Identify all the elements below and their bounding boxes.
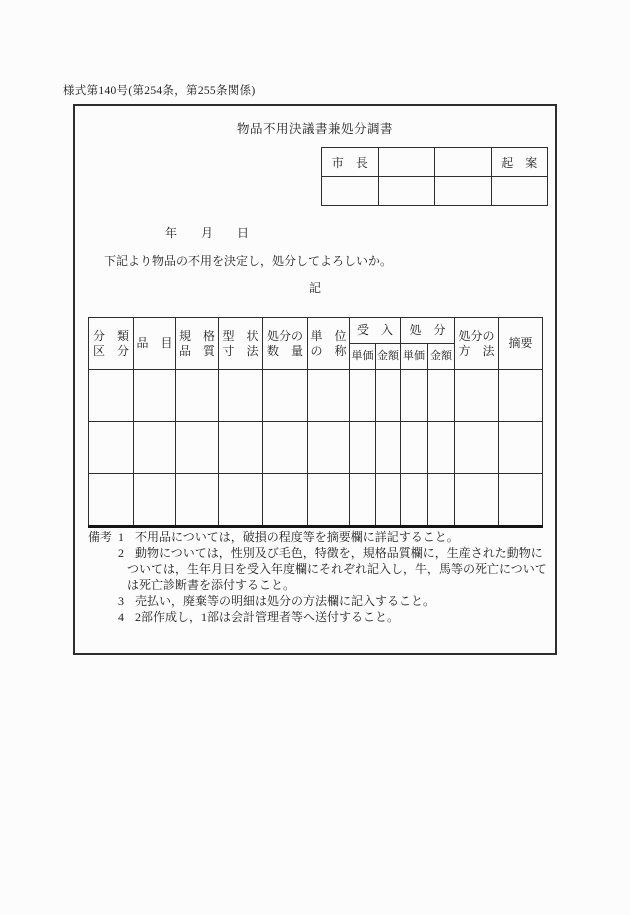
table-cell [455,370,499,422]
approval-seal-cell [322,177,379,206]
remarks-section [88,529,556,625]
col-header-disposal-qty: 処分の 数 量 [263,318,308,370]
table-cell [455,474,499,527]
col-header-shape-size: 型 状 寸 法 [219,318,263,370]
items-table [88,317,543,528]
table-cell [176,370,219,422]
table-cell [499,474,543,527]
form-title: 物品不用決議書兼処分調書 [236,122,393,136]
col-header-disposal-amount: 金額 [428,344,455,370]
table-cell [263,370,308,422]
remark-number: 1 [118,530,124,544]
col-header-item: 品 目 [134,318,176,370]
remarks-label: 備考 [88,530,113,544]
approval-cell-draft: 起 案 [491,148,548,177]
form-border-box [73,104,557,655]
table-cell [89,422,134,474]
remark-text: 不用品については，破損の程度等を摘要欄に詳記すること。 [135,530,459,544]
approval-seal-cell [378,177,435,206]
table-cell [134,422,176,474]
table-row [89,370,543,422]
table-cell [401,422,428,474]
remark-text: ついては，生年月日を受入年度欄にそれぞれ記入し，牛，馬等の死亡について [127,562,547,576]
table-cell [134,370,176,422]
remark-item-2-continued [88,561,556,577]
table-cell [376,474,401,527]
table-cell [263,422,308,474]
table-row [89,422,543,474]
table-cell [376,370,401,422]
table-header-row [89,318,543,344]
col-header-receipt-amount: 金額 [376,344,401,370]
table-cell [89,370,134,422]
table-cell [308,422,350,474]
remark-item-1 [88,529,556,545]
remark-item-4 [88,609,556,625]
date-line: 年 月 日 [165,226,250,240]
approval-cell-mayor: 市 長 [322,148,379,177]
remark-number: 2 [118,546,124,560]
remark-item-2-continued [88,577,556,593]
table-cell [401,370,428,422]
table-cell [455,422,499,474]
table-cell [308,474,350,527]
table-cell [219,370,263,422]
remark-text: 2部作成し，1部は会計管理者等へ送付すること。 [135,610,400,624]
remark-text: は死亡診断書を添付すること。 [127,578,296,592]
record-marker: 記 [308,281,321,295]
table-cell [134,474,176,527]
col-group-receipt: 受 入 [350,318,401,344]
remark-number: 3 [118,594,124,608]
table-cell [219,474,263,527]
table-cell [428,370,455,422]
col-header-spec-quality: 規 格 品 質 [176,318,219,370]
table-row [89,474,543,527]
table-cell [89,474,134,527]
col-header-summary: 摘要 [499,318,543,370]
table-cell [176,422,219,474]
request-text: 下記より物品の不用を決定し，処分してよろしいか。 [104,254,393,268]
table-cell [350,422,376,474]
col-header-classification: 分 類 区 分 [89,318,134,370]
table-cell [376,422,401,474]
approval-stamp-table [321,147,548,206]
approval-row-titles [322,148,548,177]
table-cell [428,474,455,527]
table-cell [499,370,543,422]
col-header-disposal-method: 処分の 方 法 [455,318,499,370]
remark-text: 動物については，性別及び毛色，特徴を，規格品質欄に，生産された動物に [135,546,543,560]
remark-item-3 [88,593,556,609]
table-cell [428,422,455,474]
col-header-receipt-unit-price: 単価 [350,344,376,370]
table-cell [499,422,543,474]
table-cell [219,422,263,474]
remark-number: 4 [118,610,124,624]
approval-cell-blank [378,148,435,177]
approval-row-seals [322,177,548,206]
col-header-unit-name: 単 位 の 称 [308,318,350,370]
approval-seal-cell [491,177,548,206]
table-cell [350,474,376,527]
col-header-disposal-unit-price: 単価 [401,344,428,370]
remark-text: 売払い，廃棄等の明細は処分の方法欄に記入すること。 [135,594,436,608]
approval-seal-cell [435,177,492,206]
remark-item-2 [88,545,556,561]
approval-cell-blank [435,148,492,177]
form-number-label: 様式第140号(第254条，第255条関係) [63,85,256,97]
table-cell [308,370,350,422]
col-group-disposal: 処 分 [401,318,455,344]
table-cell [263,474,308,527]
table-cell [176,474,219,527]
table-cell [350,370,376,422]
table-cell [401,474,428,527]
